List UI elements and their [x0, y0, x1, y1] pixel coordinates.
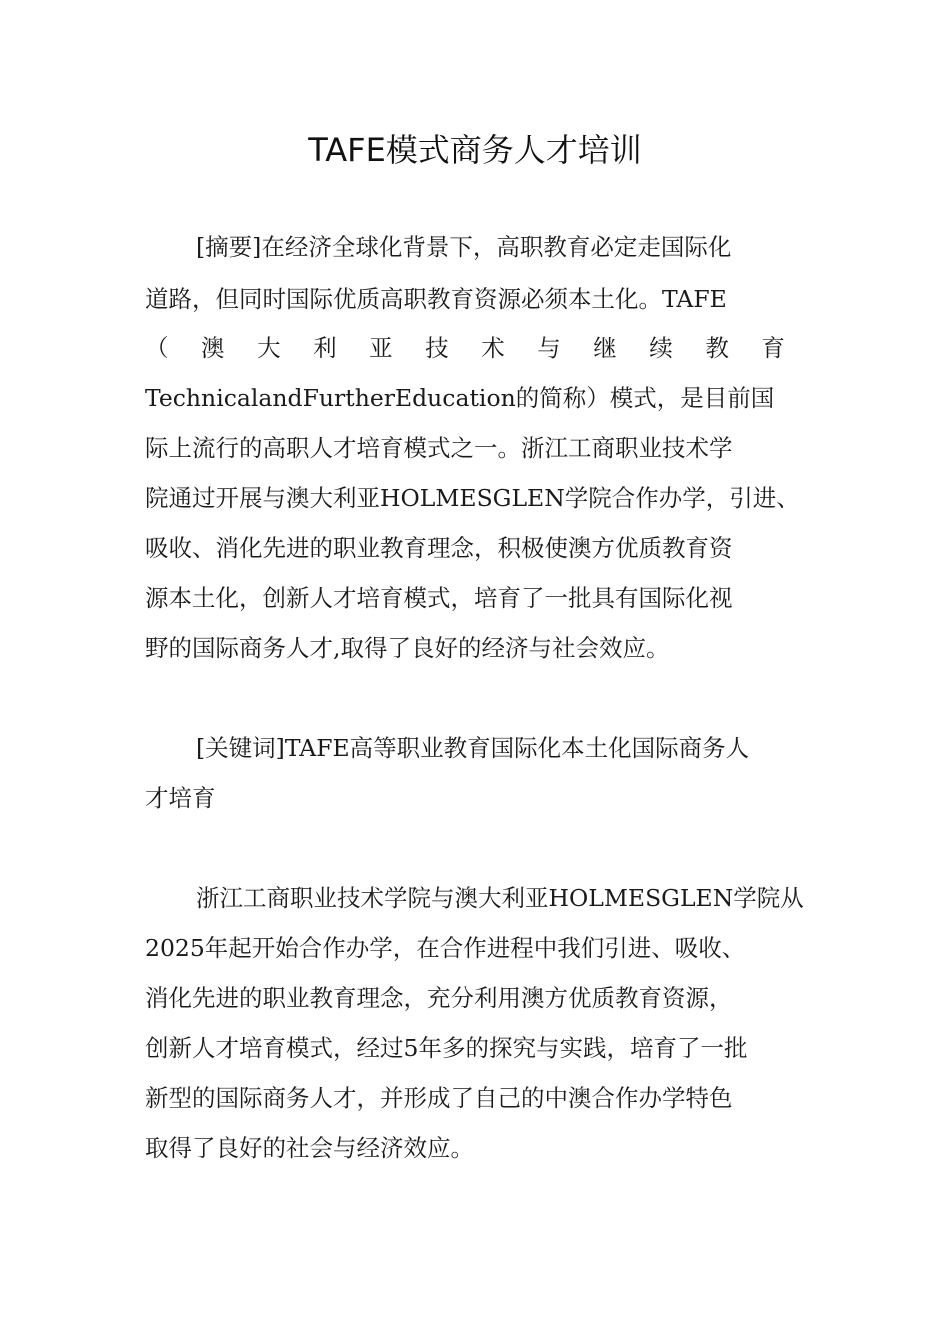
- abstract-char: 育: [761, 334, 785, 362]
- body-line: 创新人才培育模式，经过5年多的探究与实践，培育了一批: [145, 1034, 748, 1062]
- abstract-line: 吸收、消化先进的职业教育理念，积极使澳方优质教育资: [145, 534, 733, 562]
- abstract-line: 道路，但同时国际优质高职教育资源必须本土化。TAFE: [145, 285, 727, 313]
- body-line: 取得了良好的社会与经济效应。: [145, 1134, 474, 1162]
- abstract-char: 亚: [369, 334, 393, 362]
- abstract-line: 源本土化，创新人才培育模式，培育了一批具有国际化视: [145, 584, 733, 612]
- document-title: TAFE模式商务人才培训: [308, 131, 642, 169]
- abstract-line: 际上流行的高职人才培育模式之一。浙江工商职业技术学: [145, 434, 733, 462]
- body-line: 消化先进的职业教育理念，充分利用澳方优质教育资源，: [145, 984, 733, 1012]
- abstract-char: 续: [649, 334, 673, 362]
- body-line: 新型的国际商务人才，并形成了自己的中澳合作办学特色: [145, 1084, 733, 1112]
- abstract-line-spread: [145, 330, 785, 366]
- abstract-char: 术: [481, 334, 505, 362]
- body-line: 浙江工商职业技术学院与澳大利亚HOLMESGLEN学院从: [196, 884, 804, 912]
- abstract-line: 院通过开展与澳大利亚HOLMESGLEN学院合作办学，引进、: [145, 484, 800, 512]
- abstract-char: 技: [425, 334, 449, 362]
- abstract-char: 与: [537, 334, 561, 362]
- abstract-char: 澳: [201, 334, 225, 362]
- abstract-char: 教: [705, 334, 729, 362]
- abstract-line: [摘要]在经济全球化背景下，高职教育必定走国际化: [196, 233, 732, 261]
- abstract-char: 继: [593, 334, 617, 362]
- body-line: 2025年起开始合作办学，在合作进程中我们引进、吸收、: [145, 934, 746, 962]
- abstract-line: 野的国际商务人才,取得了良好的经济与社会效应。: [145, 634, 670, 662]
- abstract-char: 利: [313, 334, 337, 362]
- abstract-char: （: [145, 334, 169, 362]
- keywords-line: [关键词]TAFE高等职业教育国际化本土化国际商务人: [196, 734, 750, 762]
- abstract-char: 大: [257, 334, 281, 362]
- keywords-line: 才培育: [145, 784, 216, 812]
- abstract-line: TechnicalandFurtherEducation的简称）模式，是目前国: [145, 384, 775, 412]
